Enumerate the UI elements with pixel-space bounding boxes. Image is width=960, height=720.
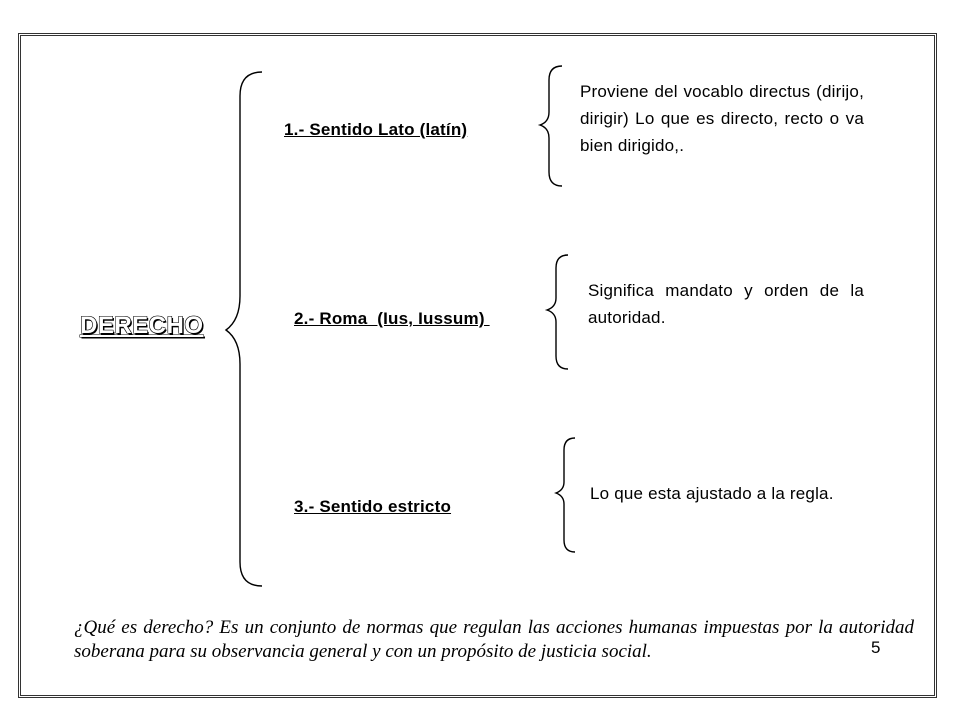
footnote-definition: ¿Qué es derecho? Es un conjunto de normas que regulan las acciones humanas impuestas por la autoridad soberana para su observancia general y con un propósito de justicia social. bbox=[74, 617, 914, 662]
main-term: DERECHO bbox=[80, 312, 204, 339]
brace-3 bbox=[556, 438, 575, 552]
main-brace bbox=[226, 72, 262, 586]
definition-lato: Proviene del vocablo directus (dirijo, dirigir) Lo que es directo, recto o va bien dirigido,. bbox=[580, 82, 864, 155]
definition-roma: Significa mandato y orden de la autoridad. bbox=[588, 281, 864, 327]
sense-label-lato: 1.- Sentido Lato (latín) bbox=[284, 120, 468, 139]
definition-estricto: Lo que esta ajustado a la regla. bbox=[590, 484, 834, 503]
page-number: 5 bbox=[871, 638, 881, 657]
brace-2 bbox=[547, 255, 568, 369]
sense-label-roma: 2.- Roma (Ius, Iussum) bbox=[294, 309, 490, 328]
brace-1 bbox=[540, 66, 562, 186]
sense-label-estricto: 3.- Sentido estricto bbox=[294, 497, 452, 516]
